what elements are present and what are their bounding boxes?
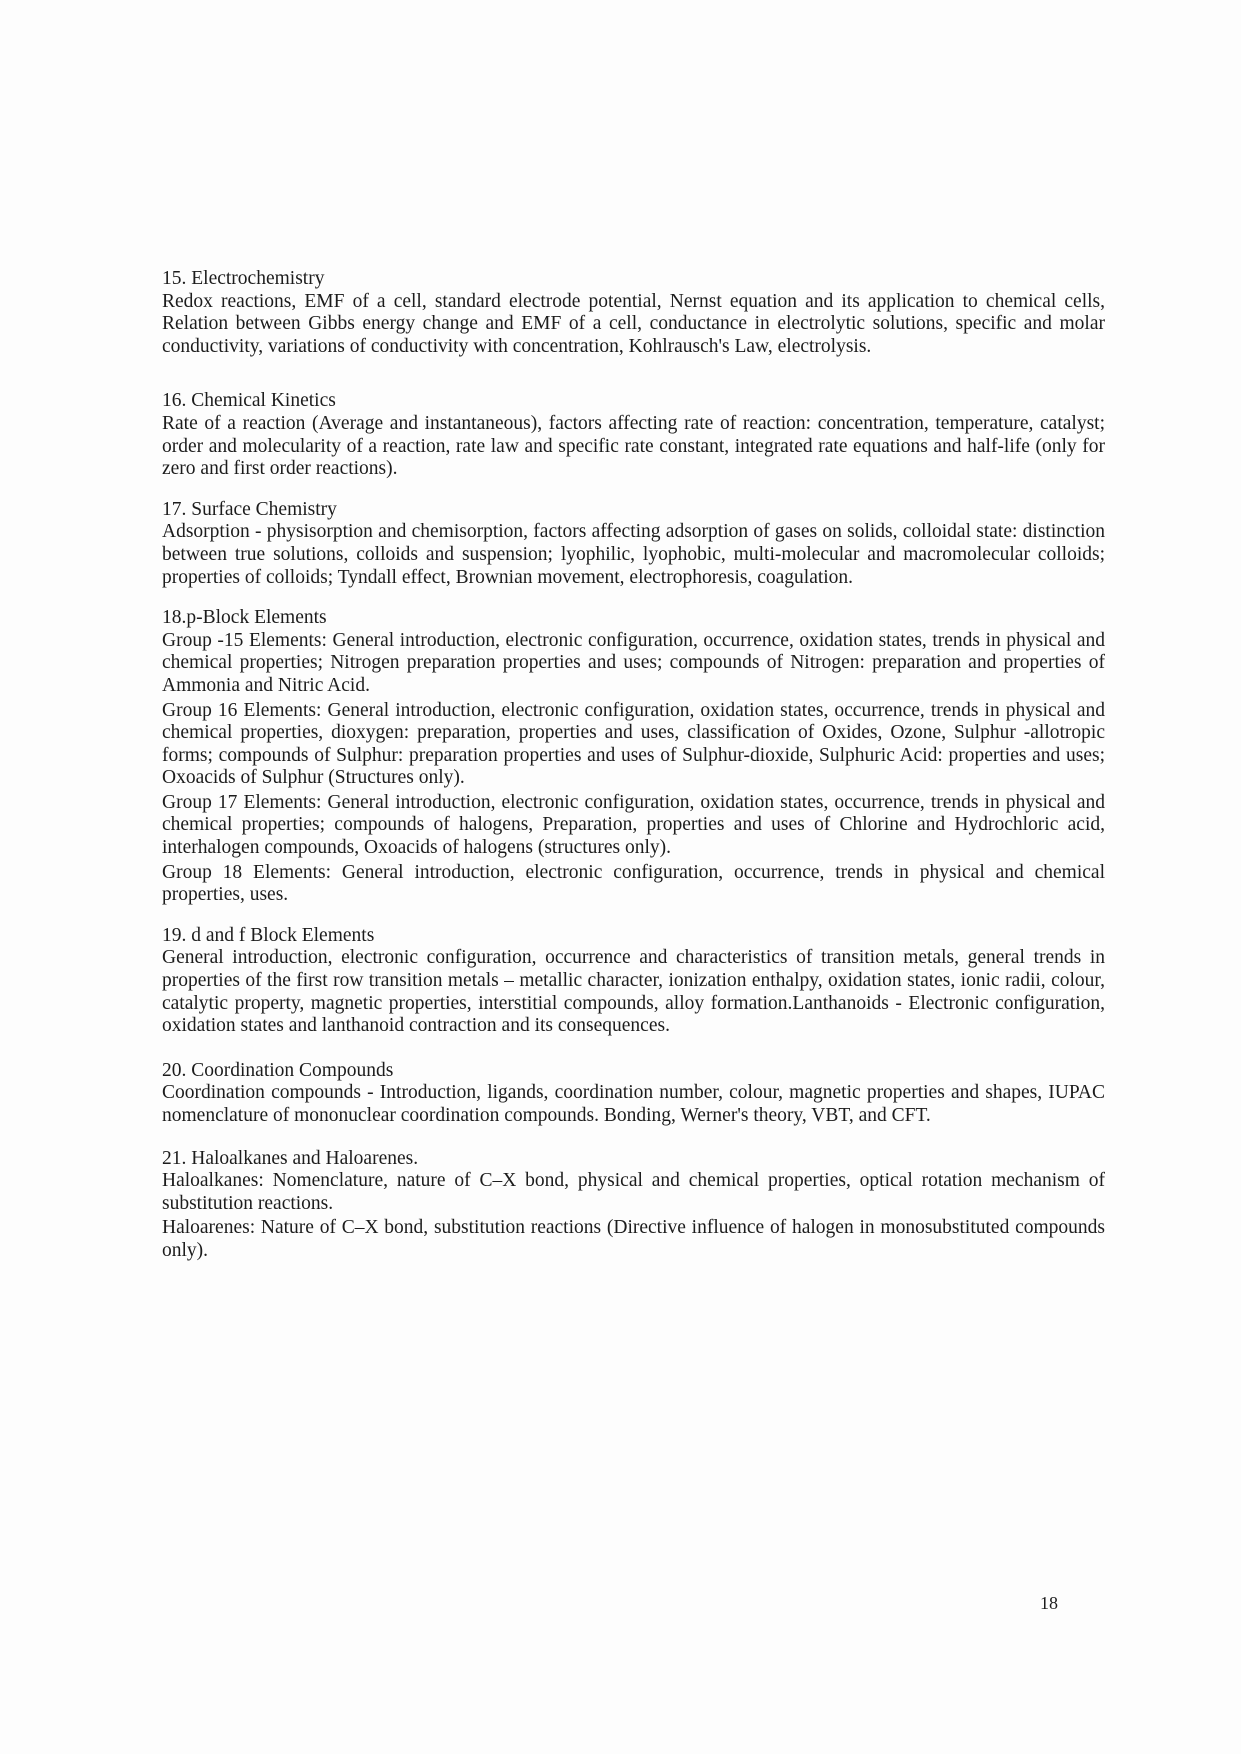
section-title: 20. Coordination Compounds xyxy=(162,1059,394,1081)
section-surface-chemistry xyxy=(162,499,1105,589)
section-haloalkanes-and-haloarenes xyxy=(162,1148,1105,1263)
section-d-and-f-block-elements xyxy=(162,925,1105,1038)
haloarenes-paragraph: Haloarenes: Nature of C–X bond, substitution reactions (Directive influence of halogen in monosubstituted compounds only). xyxy=(162,1217,1105,1261)
syllabus-content xyxy=(162,268,1105,1263)
section-paragraph: General introduction, electronic configuration, occurrence and characteristics of transition metals, general trends in properties of the first row transition metals – metallic character, ionization enthalpy, oxidation states, ionic radii, colour, catalytic property, magnetic properties, interstitial compounds, alloy formation.Lanthanoids - Electronic configuration, oxidation states and lanthanoid contraction and its consequences. xyxy=(162,947,1105,1037)
section-paragraph: Adsorption - physisorption and chemisorption, factors affecting adsorption of gases on solids, colloidal state: distinction between true solutions, colloids and suspension; lyophilic, lyophobic, multi-molecular and macromolecular colloids; properties of colloids; Tyndall effect, Brownian movement, electrophoresis, coagulation. xyxy=(162,521,1105,588)
page-number: 18 xyxy=(1040,1593,1058,1613)
section-title: 17. Surface Chemistry xyxy=(162,498,337,520)
section-p-block-elements xyxy=(162,607,1105,907)
section-electrochemistry xyxy=(162,268,1105,358)
section-paragraph: Rate of a reaction (Average and instantaneous), factors affecting rate of reaction: concentration, temperature, catalyst; order and molecularity of a reaction, rate law and specific rate constant, integrated rate equations and half-life (only for zero and first order reactions). xyxy=(162,412,1105,480)
section-coordination-compounds xyxy=(162,1060,1105,1128)
group-16-paragraph: Group 16 Elements: General introduction, electronic configuration, oxidation states, occurrence, trends in physical and chemical properties, dioxygen: preparation, properties and uses, classification of Oxides, Ozone, Sulphur -allotropic forms; compounds of Sulphur: preparation properties and uses of Sulphur-dioxide, Sulphuric Acid: properties and uses; Oxoacids of Sulphur (Structures only). xyxy=(162,699,1105,789)
section-title: 21. Haloalkanes and Haloarenes. xyxy=(162,1147,419,1169)
section-paragraph: Redox reactions, EMF of a cell, standard electrode potential, Nernst equation and its application to chemical cells, Relation between Gibbs energy change and EMF of a cell, conductance in electrolytic solutions, specific and molar conductivity, variations of conductivity with concentration, Kohlrausch's Law, electrolysis. xyxy=(162,290,1105,357)
section-chemical-kinetics xyxy=(162,390,1105,480)
section-title: 19. d and f Block Elements xyxy=(162,924,375,946)
group-18-paragraph: Group 18 Elements: General introduction, electronic configuration, occurrence, trends in physical and chemical properties, uses. xyxy=(162,861,1105,906)
section-title: 15. Electrochemistry xyxy=(162,268,325,289)
group-15-paragraph: Group -15 Elements: General introduction, electronic configuration, occurrence, oxidation states, trends in physical and chemical properties; Nitrogen preparation properties and uses; compounds of Nitrogen: preparation and properties of Ammonia and Nitric Acid. xyxy=(162,629,1105,696)
section-title: 18.p-Block Elements xyxy=(162,607,327,629)
section-paragraph: Coordination compounds - Introduction, ligands, coordination number, colour, magnetic properties and shapes, IUPAC nomenclature of mononuclear coordination compounds. Bonding, Werner's theory, VBT, and CFT. xyxy=(162,1082,1105,1126)
section-title: 16. Chemical Kinetics xyxy=(162,390,336,412)
group-17-paragraph: Group 17 Elements: General introduction, electronic configuration, oxidation states, occurrence, trends in physical and chemical properties; compounds of halogens, Preparation, properties and uses of Chlorine and Hydrochloric acid, interhalogen compounds, Oxoacids of halogens (structures only). xyxy=(162,791,1105,859)
haloalkanes-paragraph: Haloalkanes: Nomenclature, nature of C–X bond, physical and chemical properties, optical rotation mechanism of substitution reactions. xyxy=(162,1170,1105,1214)
